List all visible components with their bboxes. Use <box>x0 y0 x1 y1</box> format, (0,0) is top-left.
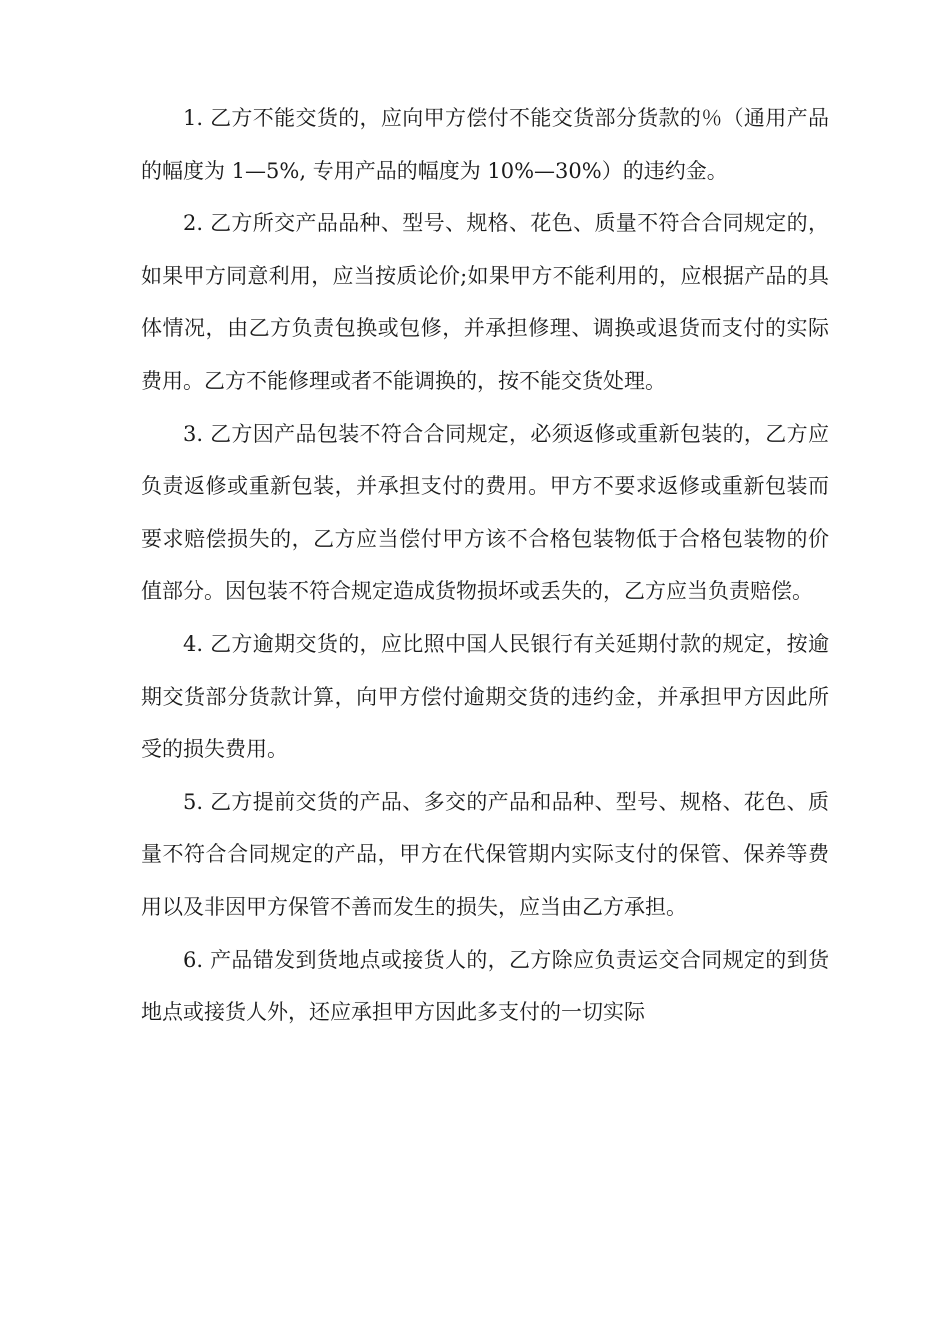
clause-1-paragraph: 1. 乙方不能交货的，应向甲方偿付不能交货部分货款的％（通用产品的幅度为 1—5%, 专用产品的幅度为 10%—30%）的违约金。 <box>141 106 829 183</box>
clause-4-paragraph: 4. 乙方逾期交货的，应比照中国人民银行有关延期付款的规定，按逾期交货部分货款计算，向甲方偿付逾期交货的违约金，并承担甲方因此所受的损失费用。 <box>141 631 829 762</box>
document-body <box>141 92 829 1039</box>
clause-6-paragraph: 6. 产品错发到货地点或接货人的，乙方除应负责运交合同规定的到货地点或接货人外，还应承担甲方因此多支付的一切实际 <box>141 947 829 1025</box>
clause-5-paragraph: 5. 乙方提前交货的产品、多交的产品和品种、型号、规格、花色、质量不符合合同规定的产品，甲方在代保管期内实际支付的保管、保养等费用以及非因甲方保管不善而发生的损失，应当由乙方承担。 <box>141 789 829 919</box>
clause-3-paragraph: 3. 乙方因产品包装不符合合同规定，必须返修或重新包装的，乙方应负责返修或重新包装，并承担支付的费用。甲方不要求返修或重新包装而要求赔偿损失的，乙方应当偿付甲方该不合格包装物低于合格包装物的价值部分。因包装不符合规定造成货物损坏或丢失的，乙方应当负责赔偿。 <box>141 421 829 604</box>
clause-2-paragraph: 2. 乙方所交产品品种、型号、规格、花色、质量不符合合同规定的，如果甲方同意利用，应当按质论价;如果甲方不能利用的，应根据产品的具体情况，由乙方负责包换或包修，并承担修理、调换或退货而支付的实际费用。乙方不能修理或者不能调换的，按不能交货处理。 <box>141 211 829 393</box>
